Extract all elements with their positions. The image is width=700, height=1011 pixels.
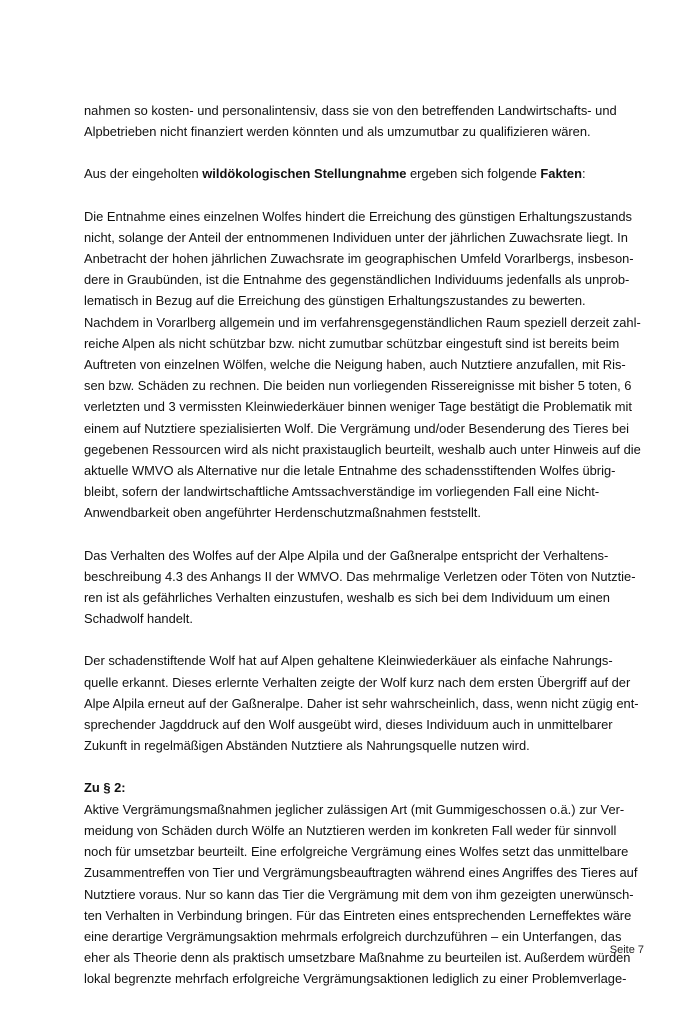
text-line: Das Verhalten des Wolfes auf der Alpe Alpila und der Gaßneralpe entspricht der Verhaltens- [84,547,609,563]
text-line: Die Entnahme eines einzelnen Wolfes hindert die Erreichung des günstigen Erhaltungszustands [84,208,632,224]
text-line: bleibt, sofern der landwirtschaftliche Amtssachverständige im vorliegenden Fall eine Nicht- [84,484,600,500]
text-line: lokal begrenzte mehrfach erfolgreiche Vergrämungsaktionen lediglich zu einer Problemverlage- [84,971,627,987]
text-line: Zusammentreffen von Tier und Vergrämungsbeauftragten während eines Angriffes des Tieres auf [84,865,638,881]
paragraph-section-2 [84,777,644,989]
text-line: Alpe Alpila erneut auf der Gaßneralpe. Daher ist sehr wahrscheinlich, dass, wenn nicht zügig ent- [84,695,639,711]
text-segment: : [581,166,586,182]
page-number: Seite 7 [609,944,644,956]
text-line: noch für umsetzbar beurteilt. Eine erfolgreiche Vergrämung eines Wolfes setzt das unmittelbare [84,844,629,860]
text-line: verletzten und 3 vermissten Kleinwiederkäuer binnen weniger Tage bestätigt die Problematik mit [84,399,632,415]
text-line: Anwendbarkeit oben angeführter Herdenschutzmaßnahmen feststellt. [84,505,481,521]
text-line: Nutztiere voraus. Nur so kann das Tier die Vergrämung mit dem von ihm gezeigten unerwünsch- [84,886,634,902]
paragraph-facts-intro [84,163,644,184]
text-line: lematisch in Bezug auf die Erreichung des günstigen Erhaltungszustandes zu bewerten. [84,293,586,309]
text-line: gegebenen Ressourcen wird als nicht praxistauglich beurteilt, weshalb auch unter Hinweis auf die [84,441,641,457]
text-line: Auftreten von einzelnen Wölfen, welche die Neigung haben, auch Nutztiere anzufallen, mit Ris- [84,357,626,373]
text-line: Anbetracht der hohen jährlichen Zuwachsrate im geographischen Umfeld Vorarlbergs, insbeson- [84,251,634,267]
text-line: ren ist als gefährliches Verhalten einzustufen, weshalb es sich bei dem Individuum um einen [84,590,610,606]
bold-term-facts: Fakten [540,166,582,182]
text-segment: ergeben sich folgende [406,166,541,182]
text-line: Der schadenstiftende Wolf hat auf Alpen gehaltene Kleinwiederkäuer als einfache Nahrungs- [84,653,613,669]
text-line: meidung von Schäden durch Wölfe an Nutztieren werden im konkreten Fall weder für sinnvoll [84,822,617,838]
text-line: nahmen so kosten- und personalintensiv, dass sie von den betreffenden Landwirtschafts- und [84,103,617,118]
text-line: Zukunft in regelmäßigen Abständen Nutztiere als Nahrungsquelle nutzen wird. [84,738,530,754]
document-body [84,100,644,1011]
text-line: nicht, solange der Anteil der entnommenen Individuen unter der jährlichen Zuwachsrate liegt. In [84,229,628,245]
text-line: ten Verhalten in Verbindung bringen. Für das Eintreten eines entsprechenden Lerneffektes wäre [84,907,632,923]
text-line: reiche Alpen als nicht schützbar bzw. nicht zumutbar schützbar eingestuft sind ist bereits beim [84,335,620,351]
text-line: quelle erkannt. Dieses erlernte Verhalten zeigte der Wolf kurz nach dem ersten Übergriff auf der [84,674,631,690]
text-line: Schadwolf handelt. [84,611,193,627]
paragraph-3 [84,206,644,524]
paragraph-4 [84,545,644,630]
text-segment: Aus der eingeholten [84,166,203,182]
text-line: eher als Theorie denn als praktisch umsetzbare Maßnahme zu beurteilen ist. Außerdem würden [84,950,631,966]
text-line: Nachdem in Vorarlberg allgemein und im verfahrensgegenständlichen Raum speziell derzeit zahl- [84,314,641,330]
text-line: einem auf Nutztiere spezialisierten Wolf. Die Vergrämung und/oder Besenderung des Tieres bei [84,420,630,436]
text-line: aktuelle WMVO als Alternative nur die letale Entnahme des schadensstiftenden Wolfes übrig- [84,463,616,479]
section-heading: Zu § 2: [84,780,126,796]
text-line: sprechender Jagddruck auf den Wolf ausgeübt wird, dieses Individuum auch in unmittelbarer [84,717,613,733]
text-line: Aktive Vergrämungsmaßnahmen jeglicher zulässigen Art (mit Gummigeschossen o.ä.) zur Ver- [84,801,625,817]
text-line: eine derartige Vergrämungsaktion mehrmals erfolgreich durchzuführen – ein Unterfangen, das [84,928,622,944]
text-line: dere in Graubünden, ist die Entnahme des gegenständlichen Individuums jedenfalls als unprob- [84,272,630,288]
text-line: beschreibung 4.3 des Anhangs II der WMVO. Das mehrmalige Verletzen oder Töten von Nutztie- [84,568,636,584]
text-line: Alpbetrieben nicht finanziert werden könnten und als umzumutbar zu qualifizieren wären. [84,124,591,140]
paragraph-1 [84,100,644,142]
paragraph-5 [84,650,644,756]
bold-term-statement: wildökologischen Stellungnahme [202,166,407,182]
text-line: sen bzw. Schäden zu rechnen. Die beiden nun vorliegenden Rissereignisse mit bisher 5 toten, 6 [84,378,632,394]
